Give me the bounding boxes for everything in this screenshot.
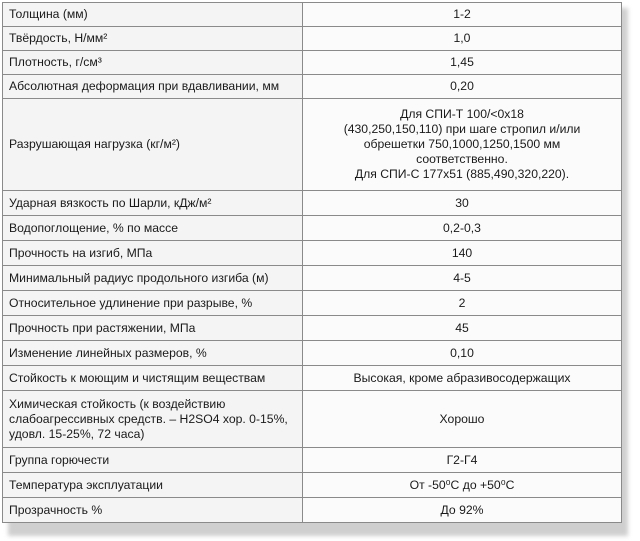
property-cell: Относительное удлинение при разрыве, % <box>3 291 303 316</box>
table-row <box>3 391 622 448</box>
table-row <box>3 448 622 473</box>
property-line: удовл. 15-25%, 72 часа) <box>9 426 145 441</box>
property-cell: Стойкость к моющим и чистящим веществам <box>3 366 303 391</box>
value-cell: Высокая, кроме абразивосодержащих <box>303 366 622 391</box>
property-cell: Абсолютная деформация при вдавливании, мм <box>3 75 303 99</box>
table-row <box>3 366 622 391</box>
table-row <box>3 75 622 99</box>
value-cell: 0,20 <box>303 75 622 99</box>
specs-table <box>2 2 622 523</box>
value-line: соответственно. <box>416 152 508 166</box>
value-cell: 1,0 <box>303 27 622 51</box>
value-cell: Хорошо <box>303 391 622 448</box>
property-cell: Группа горючести <box>3 448 303 473</box>
table-row <box>3 291 622 316</box>
table-row <box>3 341 622 366</box>
value-cell: Г2-Г4 <box>303 448 622 473</box>
value-cell: 4-5 <box>303 266 622 291</box>
value-cell: От -50⁰С до +50⁰С <box>303 473 622 498</box>
property-cell: Прозрачность % <box>3 498 303 523</box>
specs-table-container <box>2 2 622 523</box>
property-cell: Толщина (мм) <box>3 3 303 27</box>
table-row <box>3 266 622 291</box>
property-cell: Водопоглощение, % по массе <box>3 216 303 241</box>
table-row <box>3 216 622 241</box>
property-cell <box>3 391 303 448</box>
property-cell: Плотность, г/см³ <box>3 51 303 75</box>
value-cell: 140 <box>303 241 622 266</box>
table-row <box>3 316 622 341</box>
value-cell: 0,2-0,3 <box>303 216 622 241</box>
value-line: обрешетки 750,1000,1250,1500 мм <box>363 137 561 151</box>
value-cell: 30 <box>303 191 622 216</box>
value-cell: 1-2 <box>303 3 622 27</box>
table-row <box>3 3 622 27</box>
value-cell: До 92% <box>303 498 622 523</box>
value-cell <box>303 99 622 191</box>
property-cell: Прочность на изгиб, МПа <box>3 241 303 266</box>
table-row <box>3 498 622 523</box>
value-cell: 2 <box>303 291 622 316</box>
value-cell: 45 <box>303 316 622 341</box>
property-cell: Прочность при растяжении, МПа <box>3 316 303 341</box>
property-cell: Твёрдость, Н/мм² <box>3 27 303 51</box>
table-row <box>3 473 622 498</box>
value-cell: 0,10 <box>303 341 622 366</box>
table-row <box>3 27 622 51</box>
table-row <box>3 191 622 216</box>
property-cell: Минимальный радиус продольного изгиба (м) <box>3 266 303 291</box>
table-row <box>3 99 622 191</box>
value-cell: 1,45 <box>303 51 622 75</box>
table-row <box>3 51 622 75</box>
property-line: слабоагрессивных средств. – H2SO4 хор. 0-15%, <box>9 411 288 426</box>
property-cell: Ударная вязкость по Шарли, кДж/м² <box>3 191 303 216</box>
property-cell: Температура эксплуатации <box>3 473 303 498</box>
property-line: Химическая стойкость (к воздействию <box>9 396 226 411</box>
value-line: (430,250,150,110) при шаге стропил и/или <box>343 122 581 136</box>
property-cell: Разрушающая нагрузка (кг/м²) <box>3 99 303 191</box>
value-line: Для СПИ-Т 100/<0x18 <box>400 107 524 121</box>
table-row <box>3 241 622 266</box>
property-cell: Изменение линейных размеров, % <box>3 341 303 366</box>
value-line: Для СПИ-С 177x51 (885,490,320,220). <box>354 167 570 181</box>
